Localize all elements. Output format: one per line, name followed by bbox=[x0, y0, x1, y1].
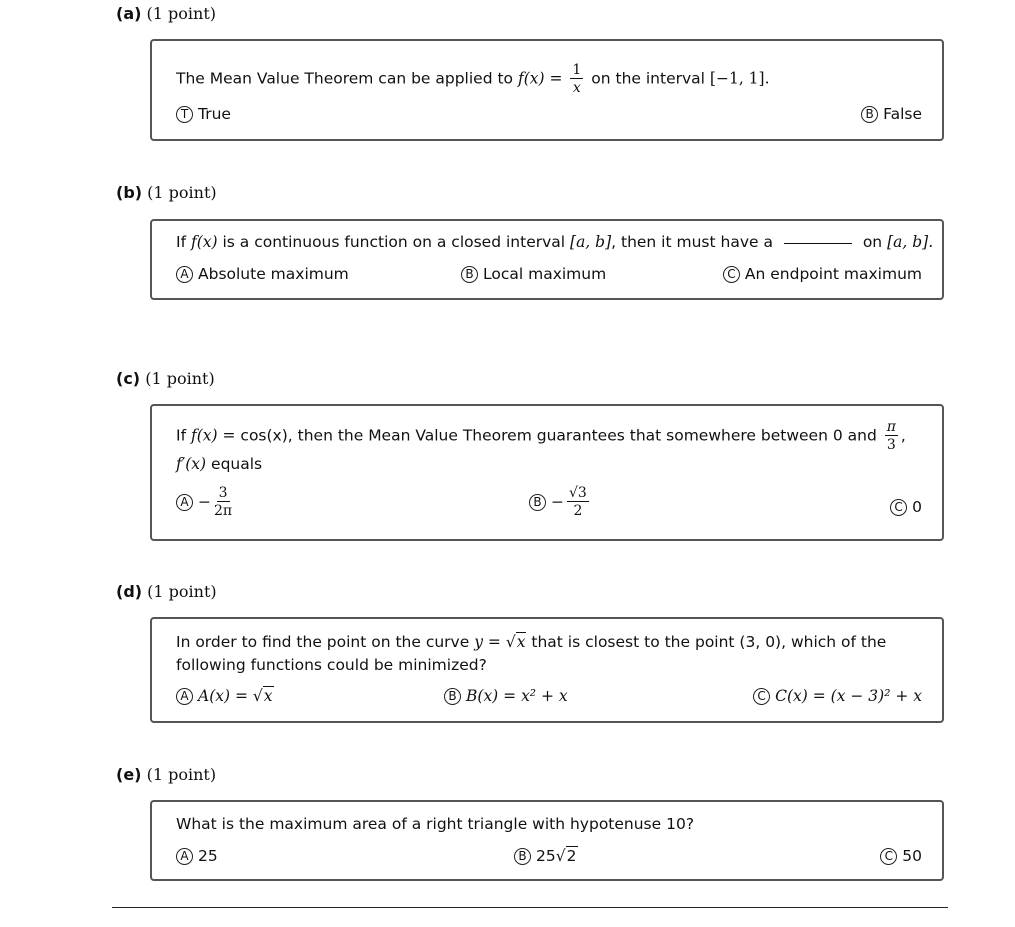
part-label: (c) bbox=[116, 369, 141, 388]
option-false[interactable]: B False bbox=[861, 105, 922, 123]
sqrt-expression: √x bbox=[505, 633, 526, 651]
option-a[interactable]: A 25 bbox=[176, 847, 218, 865]
question-box-b bbox=[150, 219, 944, 300]
option-radio[interactable]: A bbox=[176, 688, 193, 705]
option-radio[interactable]: B bbox=[461, 266, 478, 283]
fraction: $\frac{3}{2\pi}$ bbox=[214, 485, 233, 519]
answer-blank bbox=[784, 243, 852, 244]
option-radio[interactable]: C bbox=[753, 688, 770, 705]
option-c[interactable]: C 0 bbox=[890, 498, 922, 516]
part-label: (d) bbox=[116, 582, 143, 601]
question-box-e bbox=[150, 800, 944, 881]
option-radio[interactable]: C bbox=[890, 499, 907, 516]
option-radio[interactable]: A bbox=[176, 266, 193, 283]
option-b[interactable]: B Local maximum bbox=[461, 265, 606, 283]
part-a-heading bbox=[116, 4, 216, 23]
option-radio[interactable]: B bbox=[514, 848, 531, 865]
option-radio[interactable]: T bbox=[176, 106, 193, 123]
option-radio[interactable]: B bbox=[529, 494, 546, 511]
question-text: If f(x) is a continuous function on a closed interval [a, b], then it must have a on [a, b]. bbox=[176, 233, 934, 251]
option-c[interactable]: C 50 bbox=[880, 847, 922, 865]
fraction: $\frac{1}{x}$ bbox=[572, 62, 582, 96]
fraction: $\frac{\pi}{3}$ bbox=[886, 419, 896, 453]
part-d-heading bbox=[116, 582, 217, 601]
part-label: (b) bbox=[116, 183, 143, 202]
option-radio[interactable]: C bbox=[880, 848, 897, 865]
option-b[interactable]: B 25 √2 bbox=[514, 847, 578, 865]
part-b-heading bbox=[116, 183, 217, 202]
part-c-heading bbox=[116, 369, 215, 388]
option-radio[interactable]: A bbox=[176, 848, 193, 865]
question-box-a bbox=[150, 39, 944, 141]
part-points: (1 point) bbox=[147, 183, 217, 202]
question-box-d bbox=[150, 617, 944, 723]
bottom-divider bbox=[112, 907, 948, 908]
part-points: (1 point) bbox=[146, 765, 217, 784]
option-a[interactable]: A Absolute maximum bbox=[176, 265, 349, 283]
option-radio[interactable]: B bbox=[444, 688, 461, 705]
option-a[interactable]: A − $\frac{3}{2\pi}$ bbox=[176, 486, 235, 518]
part-points: (1 point) bbox=[147, 582, 217, 601]
question-text: What is the maximum area of a right triangle with hypotenuse 10? bbox=[176, 815, 695, 833]
option-a[interactable]: A A(x) = √x bbox=[176, 687, 274, 705]
question-box-c bbox=[150, 404, 944, 541]
fraction: $\frac{√3}{2}$ bbox=[569, 485, 587, 519]
option-true[interactable]: T True bbox=[176, 105, 231, 123]
option-c[interactable]: C C(x) = (x − 3)² + x bbox=[753, 687, 922, 705]
question-text: The Mean Value Theorem can be applied to f(x) = $\frac{1}{x}$ on the interval [−1, 1]. bbox=[176, 62, 770, 96]
option-c[interactable]: C An endpoint maximum bbox=[723, 265, 922, 283]
part-points: (1 point) bbox=[146, 4, 216, 23]
sqrt-expression: √x bbox=[252, 687, 273, 705]
part-label: (a) bbox=[116, 4, 142, 23]
part-e-heading bbox=[116, 765, 216, 784]
question-text-line2: following functions could be minimized? bbox=[176, 656, 487, 674]
part-points: (1 point) bbox=[145, 369, 215, 388]
option-radio[interactable]: C bbox=[723, 266, 740, 283]
option-b[interactable]: B − $\frac{√3}{2}$ bbox=[529, 486, 592, 518]
question-text: If f(x) = cos(x), then the Mean Value Theorem guarantees that somewhere between 0 and $\frac{\pi}{3}$ , bbox=[176, 419, 906, 453]
sqrt-expression: √2 bbox=[555, 847, 577, 865]
option-radio[interactable]: A bbox=[176, 494, 193, 511]
question-text: In order to find the point on the curve y = √x that is closest to the point (3, 0), which of the bbox=[176, 631, 918, 654]
option-b[interactable]: B B(x) = x² + x bbox=[444, 687, 568, 705]
question-text-line2: f′(x) equals bbox=[176, 455, 263, 473]
option-radio[interactable]: B bbox=[861, 106, 878, 123]
part-label: (e) bbox=[116, 765, 142, 784]
